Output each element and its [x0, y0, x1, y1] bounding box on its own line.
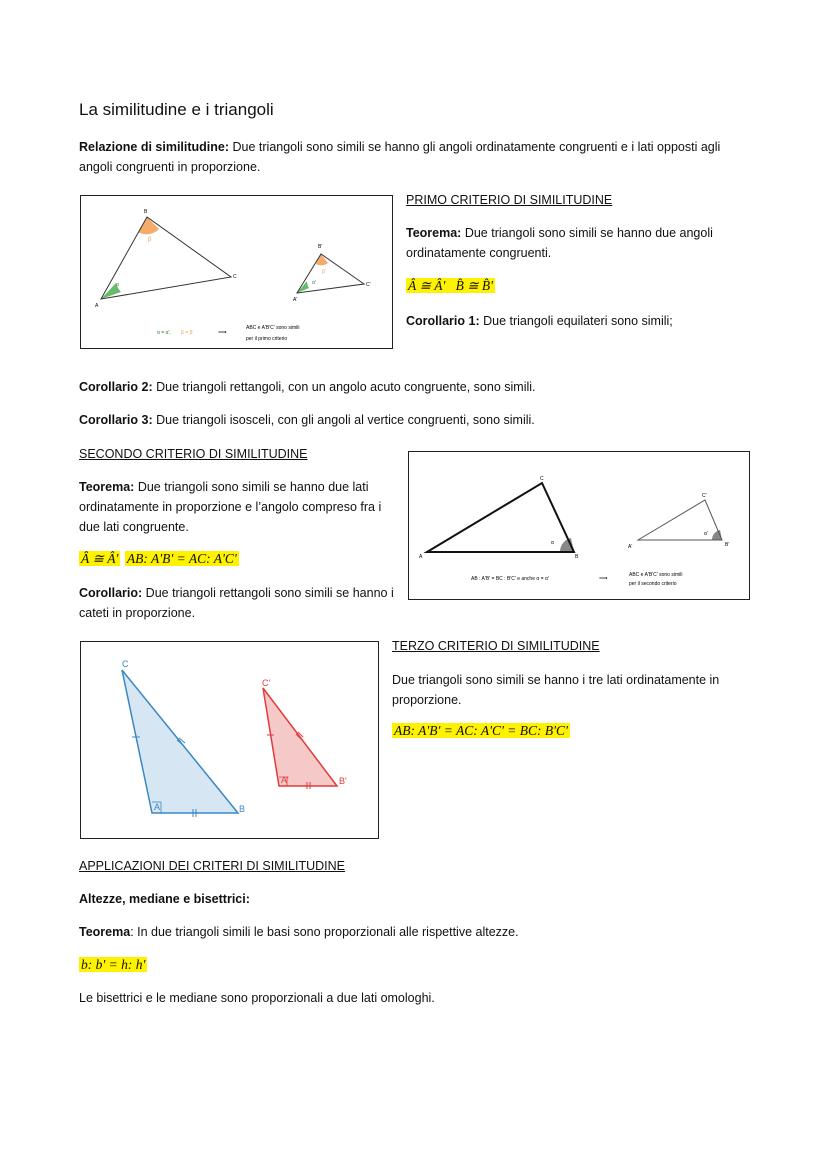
corollary3-text: Due triangoli isosceli, con gli angoli al vertice congruenti, sono simili. — [152, 413, 535, 427]
note-line-1: ABC e A'B'C' sono simili — [246, 325, 300, 331]
second-arrow: ⟹ — [599, 576, 608, 582]
angle-alpha-fill — [560, 538, 574, 552]
corollary2-text: Due triangoli rettangoli, con un angolo acuto congruente, sono simili. — [152, 380, 536, 394]
vertex-b: B — [144, 209, 148, 215]
angle-beta — [138, 217, 159, 234]
intro-label: Relazione di similitudine: — [79, 140, 230, 154]
eq-beta: β = β' — [181, 330, 194, 336]
v3-c: C — [122, 659, 129, 669]
second-eq: AB : A'B' = BC : B'C' e anche α = α' — [471, 576, 549, 582]
first-theorem-label: Teorema: — [406, 226, 462, 240]
v3-c2: C' — [262, 678, 271, 688]
second-theorem-label: Teorema: — [79, 480, 135, 494]
third-text: Due triangoli sono simili se hanno i tre lati ordinatamente in proporzione. — [392, 673, 720, 707]
label-beta2: β' — [322, 269, 326, 275]
v3-b2: B' — [339, 776, 347, 786]
corollary2-label: Corollario 2: — [79, 380, 153, 394]
triangle-abc-prime-2 — [638, 500, 722, 540]
page-title: La similitudine e i triangoli — [79, 100, 274, 119]
third-criterion-heading: TERZO CRITERIO DI SIMILITUDINE — [392, 639, 600, 653]
triangle-abc — [101, 217, 231, 299]
v2-alpha: α — [551, 540, 554, 546]
v2-b2: B' — [725, 542, 730, 548]
corollary-3 — [79, 410, 535, 430]
second-formula-1: Â ≅ Â' — [81, 551, 119, 566]
third-formula: AB: A'B' = AC: A'C' = BC: B'C' — [394, 723, 568, 738]
eq-alpha: α = α', — [157, 330, 171, 336]
second-theorem — [79, 477, 397, 537]
applications-heading: APPLICAZIONI DEI CRITERI DI SIMILITUDINE — [79, 859, 346, 873]
corollary1-label: Corollario 1: — [406, 314, 480, 328]
second-note-1: ABC e A'B'C' sono simili — [629, 572, 683, 578]
second-formula-2: AB: A'B' = AC: A'C' — [126, 551, 237, 566]
vertex-b2: B' — [318, 244, 323, 250]
second-corollary-text: Due triangoli rettangoli sono simili se hanno i cateti in proporzione. — [79, 586, 394, 620]
applications-theorem-text: : In due triangoli simili le basi sono proporzionali alle rispettive altezze. — [130, 925, 519, 939]
second-corollary-label: Corollario: — [79, 586, 143, 600]
figure-third-criterion — [80, 641, 379, 839]
applications-theorem — [79, 922, 759, 942]
v2-a: A — [419, 554, 423, 560]
applications-theorem-label: Teorema — [79, 925, 131, 939]
triangle-abc-3 — [122, 670, 238, 813]
implies-arrow: ⟹ — [218, 330, 227, 336]
intro-text: Due triangoli sono simili se hanno gli angoli ordinatamente congruenti e i lati opposti agli angoli congruenti in proporzione. — [79, 140, 721, 174]
vertex-c2: C' — [366, 282, 371, 288]
label-alpha: α — [116, 282, 119, 288]
second-corollary — [79, 583, 397, 623]
applications-closing: Le bisettrici e le mediane sono proporzionali a due lati omologhi. — [79, 991, 435, 1005]
v2-b: B — [575, 554, 579, 560]
vertex-c: C — [233, 274, 237, 280]
first-formula-row — [406, 277, 495, 295]
corollary1-text: Due triangoli equilateri sono simili; — [479, 314, 673, 328]
corollary-2 — [79, 377, 536, 397]
figure-second-criterion — [408, 451, 750, 600]
second-formula-row — [79, 550, 239, 568]
first-formula: Â ≅ Â' B̂ ≅ B̂' — [408, 278, 494, 293]
second-note-2: per il secondo criterio — [629, 581, 677, 587]
first-criterion-heading: PRIMO CRITERIO DI SIMILITUDINE — [406, 193, 613, 207]
vertex-a2: A' — [293, 297, 298, 303]
label-beta: β — [148, 237, 152, 243]
angle-alpha2-fill — [712, 530, 722, 540]
third-formula-row — [392, 722, 570, 740]
second-criterion-heading: SECONDO CRITERIO DI SIMILITUDINE — [79, 447, 308, 461]
v3-a2: A' — [281, 775, 289, 785]
first-corollary — [406, 311, 673, 331]
applications-subheading: Altezze, mediane e bisettrici: — [79, 892, 250, 906]
v3-a: A — [154, 802, 161, 812]
corollary3-label: Corollario 3: — [79, 413, 153, 427]
first-theorem-text: Due triangoli sono simili se hanno due angoli ordinatamente congruenti. — [406, 226, 713, 260]
figure-first-criterion — [80, 195, 393, 349]
v2-alpha2: α' — [704, 531, 708, 537]
triangle-abc-prime-3 — [263, 688, 337, 786]
v2-a2: A' — [628, 544, 633, 550]
v2-c2: C' — [702, 493, 707, 499]
note-line-2: per il primo criterio — [246, 336, 288, 342]
v2-c: C — [540, 476, 544, 482]
intro-paragraph — [79, 137, 749, 177]
second-theorem-text: Due triangoli sono simili se hanno due lati ordinatamente in proporzione e l’angolo compreso fra i due lati congruente. — [79, 480, 382, 534]
v3-b: B — [239, 804, 246, 814]
applications-formula-row — [79, 956, 147, 974]
vertex-a: A — [95, 303, 99, 309]
label-alpha2: α' — [312, 280, 316, 286]
applications-formula: b: b' = h: h' — [81, 957, 146, 972]
first-theorem — [406, 223, 746, 263]
